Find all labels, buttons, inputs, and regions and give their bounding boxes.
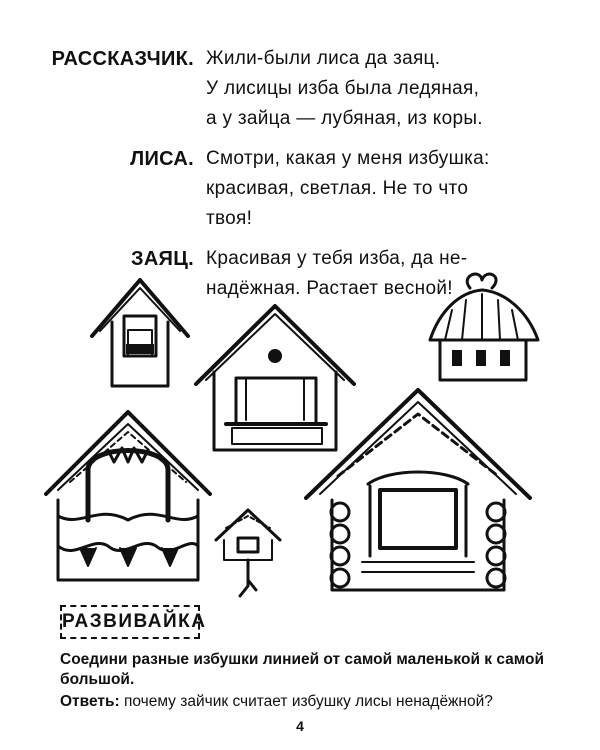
log-cabin-icon: [306, 390, 530, 590]
tiny-birdhouse-on-stick-icon: [216, 510, 280, 596]
dialogue-text: Красивая у тебя изба, да не-: [206, 248, 468, 269]
speaker-fox: ЛИСА.: [130, 148, 194, 170]
dialogue-text: твоя!: [206, 208, 253, 229]
dialogue-text: а у зайца — лубяная, из коры.: [206, 108, 483, 129]
dialogue-text: У лисицы изба была ледяная,: [206, 78, 480, 99]
medium-house-icon: [196, 306, 354, 450]
task-block: [60, 650, 560, 712]
small-birdhouse-icon: [92, 280, 188, 386]
task-instruction: Соедини разные избушки линией от самой маленькой к самой большой.: [60, 651, 545, 688]
dialogue-text: Смотри, какая у меня избушка:: [206, 148, 490, 169]
task-question-line: [60, 692, 560, 712]
dialogue-text: красивая, светлая. Не то что: [206, 178, 469, 199]
ice-palace-icon: [46, 412, 210, 580]
thatched-hut-icon: [430, 274, 538, 380]
page-number: 4: [296, 718, 304, 734]
speaker-hare: ЗАЯЦ.: [130, 248, 194, 270]
task-question: почему зайчик считает избушку лисы ненадёжной?: [123, 693, 493, 710]
speaker-narrator: РАССКАЗЧИК.: [51, 48, 194, 70]
dialogue-text: Жили-были лиса да заяц.: [206, 48, 441, 69]
task-label: РАЗВИВАЙКА: [60, 605, 200, 639]
answer-prefix: Ответь:: [60, 693, 120, 710]
dialogue-text: надёжная. Растает весной!: [206, 278, 453, 299]
